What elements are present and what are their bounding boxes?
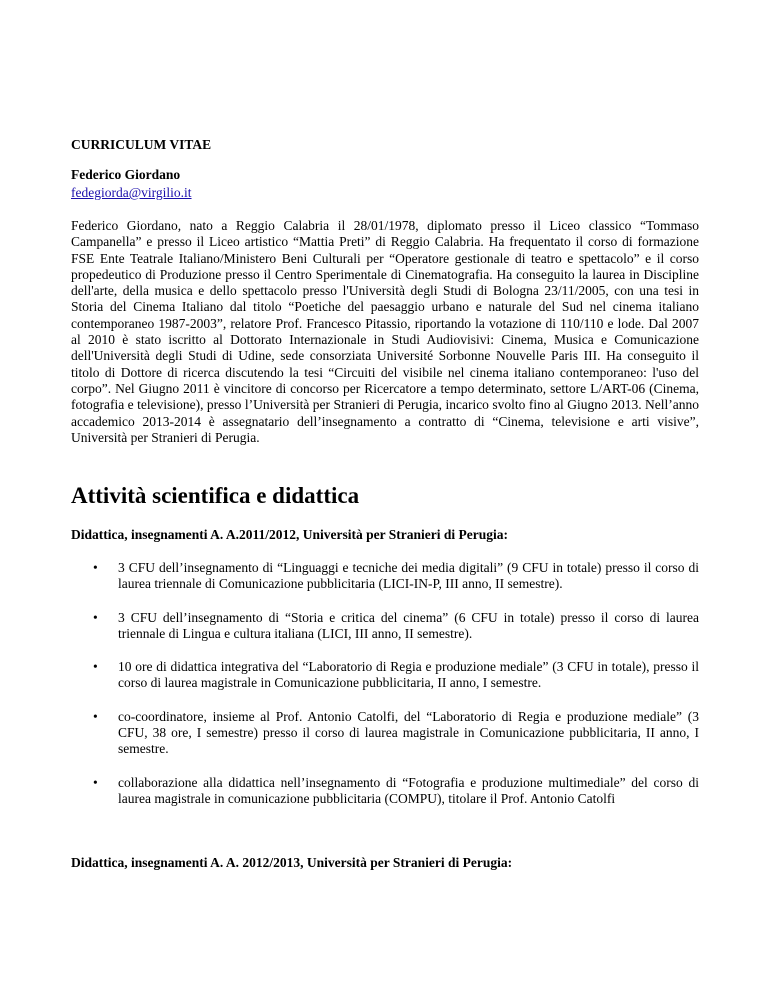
- list-item-text: 3 CFU dell’insegnamento di “Storia e critica del cinema” (6 CFU in totale) presso il corso di laurea triennale di Lingua e cultura italiana (LICI, III anno, II semestre).: [118, 609, 699, 641]
- teaching-list: [71, 560, 699, 824]
- subheading-2011-2012: Didattica, insegnamenti A. A.2011/2012, Università per Stranieri di Perugia:: [71, 527, 508, 542]
- bullet-icon: •: [93, 609, 98, 625]
- list-item: [71, 659, 699, 692]
- bio-paragraph: Federico Giordano, nato a Reggio Calabria il 28/01/1978, diplomato presso il Liceo classico “Tommaso Campanella” e presso il Liceo artistico “Mattia Preti” di Reggio Calabria. Ha frequentato il corso di formazione FSE Ente Teatrale Italiano/Ministero Beni Culturali per “Operatore gestionale di teatro e spettacolo” e il corso propedeutico di Produzione presso il Centro Sperimentale di Cinematografia. Ha conseguito la laurea in Discipline dell'arte, della musica e dello spettacolo presso l'Università degli Studi di Bologna 23/11/2005, con una tesi in Storia del Cinema Italiano dal titolo “Poetiche del paesaggio urbano e naturale del Sud nel cinema italiano contemporaneo 1987-2003”, relatore Prof. Francesco Pitassio, riportando la votazione di 110/110 e lode. Dal 2007 al 2010 è stato iscritto al Dottorato Internazionale in Studi Audiovisivi: Cinema, Musica e Comunicazione dell'Università degli Studi di Udine, sede consorziata Université Sorbonne Nouvelle Paris III. Ha conseguito il titolo di Dottore di ricerca discutendo la tesi “Circuiti del visibile nel cinema italiano contemporaneo: l'uso del corpo”. Nel Giugno 2011 è vincitore di concorso per Ricercatore a tempo determinato, settore L/ART-06 (Cinema, fotografia e televisione), presso l’Università per Stranieri di Perugia, incarico svolto fino al Giugno 2013. Nell’anno accademico 2013-2014 è assegnatario dell’insegnamento a contratto di “Cinema, televisione e arti visive”, Università per Stranieri di Perugia.: [71, 218, 699, 445]
- list-item-text: collaborazione alla didattica nell’insegnamento di “Fotografia e produzione multimediale” del corso di laurea magistrale in comunicazione pubblicitaria (COMPU), titolare il Prof. Antonio Catolfi: [118, 774, 699, 806]
- list-item: [71, 709, 699, 758]
- bullet-icon: •: [93, 659, 98, 675]
- bullet-icon: •: [93, 774, 98, 790]
- section-heading: Attività scientifica e didattica: [71, 483, 360, 508]
- list-item: [71, 560, 699, 593]
- list-item: [71, 775, 699, 808]
- subheading-2012-2013: Didattica, insegnamenti A. A. 2012/2013, Università per Stranieri di Perugia:: [71, 855, 513, 870]
- list-item-text: 10 ore di didattica integrativa del “Laboratorio di Regia e produzione mediale” (3 CFU in totale), presso il corso di laurea magistrale in Comunicazione pubblicitaria, II anno, I semestre.: [118, 659, 699, 691]
- list-item-text: 3 CFU dell’insegnamento di “Linguaggi e tecniche dei media digitali” (9 CFU in totale) presso il corso di laurea triennale di Comunicazione pubblicitaria (LICI-IN-P, III anno, II semestre).: [118, 560, 699, 592]
- email-link[interactable]: fedegiorda@virgilio.it: [71, 185, 192, 200]
- document-title: CURRICULUM VITAE: [71, 137, 212, 152]
- list-item: [71, 610, 699, 643]
- bullet-icon: •: [93, 560, 98, 575]
- person-name: Federico Giordano: [71, 167, 181, 182]
- bullet-icon: •: [93, 708, 98, 724]
- list-item-text: co-coordinatore, insieme al Prof. Antonio Catolfi, del “Laboratorio di Regia e produzione mediale” (3 CFU, 38 ore, I semestre) presso il corso di laurea magistrale in Comunicazione pubblicitaria, II anno, I semestre.: [118, 708, 699, 757]
